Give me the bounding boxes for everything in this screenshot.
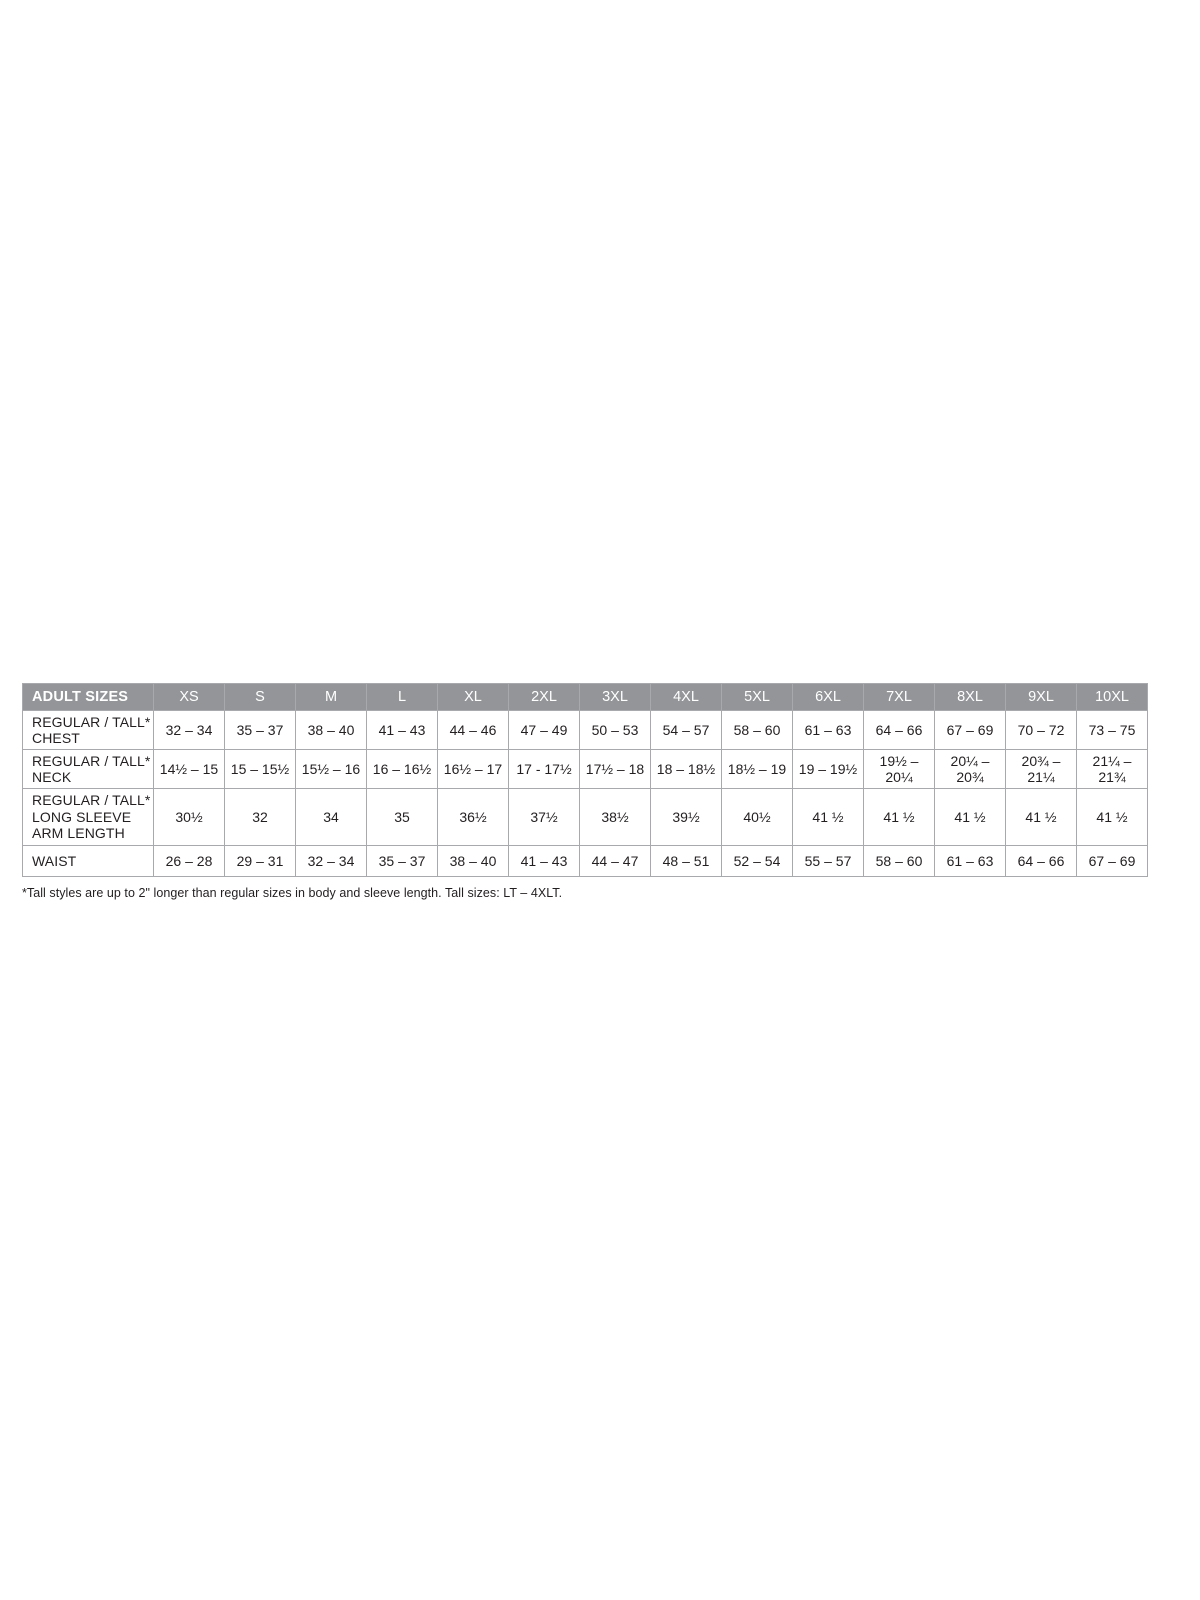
table-row bbox=[23, 711, 1148, 750]
cell-chest-5xl: 58 – 60 bbox=[722, 711, 793, 750]
column-header-xs: XS bbox=[154, 684, 225, 711]
cell-sleeve-xs: 30½ bbox=[154, 789, 225, 846]
column-header-6xl: 6XL bbox=[793, 684, 864, 711]
cell-chest-6xl: 61 – 63 bbox=[793, 711, 864, 750]
cell-sleeve-2xl: 37½ bbox=[509, 789, 580, 846]
column-header-xl: XL bbox=[438, 684, 509, 711]
column-header-5xl: 5XL bbox=[722, 684, 793, 711]
cell-waist-xs: 26 – 28 bbox=[154, 846, 225, 877]
column-header-3xl: 3XL bbox=[580, 684, 651, 711]
cell-waist-xl: 38 – 40 bbox=[438, 846, 509, 877]
row-label-chest bbox=[23, 711, 154, 750]
column-header-10xl: 10XL bbox=[1077, 684, 1148, 711]
cell-sleeve-3xl: 38½ bbox=[580, 789, 651, 846]
footnote: *Tall styles are up to 2" longer than regular sizes in body and sleeve length. Tall sizes: LT – 4XLT. bbox=[22, 886, 563, 900]
row-label-line: NECK bbox=[32, 769, 72, 785]
table-row bbox=[23, 789, 1148, 846]
row-label-line: ARM LENGTH bbox=[32, 825, 125, 842]
cell-waist-7xl: 58 – 60 bbox=[864, 846, 935, 877]
cell-neck-4xl: 18 – 18½ bbox=[651, 750, 722, 789]
column-header-9xl: 9XL bbox=[1006, 684, 1077, 711]
cell-neck-l: 16 – 16½ bbox=[367, 750, 438, 789]
cell-waist-6xl: 55 – 57 bbox=[793, 846, 864, 877]
row-label-line: REGULAR / TALL* bbox=[32, 752, 151, 769]
cell-chest-8xl: 67 – 69 bbox=[935, 711, 1006, 750]
column-header-2xl: 2XL bbox=[509, 684, 580, 711]
cell-chest-10xl: 73 – 75 bbox=[1077, 711, 1148, 750]
size-chart-container bbox=[22, 683, 1148, 900]
table-title: ADULT SIZES bbox=[23, 684, 154, 711]
cell-chest-4xl: 54 – 57 bbox=[651, 711, 722, 750]
cell-waist-m: 32 – 34 bbox=[296, 846, 367, 877]
cell-neck-m: 15½ – 16 bbox=[296, 750, 367, 789]
row-label-line: REGULAR / TALL* bbox=[32, 713, 151, 730]
cell-chest-2xl: 47 – 49 bbox=[509, 711, 580, 750]
cell-waist-8xl: 61 – 63 bbox=[935, 846, 1006, 877]
cell-waist-4xl: 48 – 51 bbox=[651, 846, 722, 877]
cell-chest-7xl: 64 – 66 bbox=[864, 711, 935, 750]
table-header bbox=[23, 684, 1148, 711]
row-label-line: CHEST bbox=[32, 730, 80, 746]
cell-neck-s: 15 – 15½ bbox=[225, 750, 296, 789]
cell-sleeve-m: 34 bbox=[296, 789, 367, 846]
row-label-long-sleeve-arm-length bbox=[23, 789, 154, 846]
cell-waist-s: 29 – 31 bbox=[225, 846, 296, 877]
table-row bbox=[23, 750, 1148, 789]
cell-chest-xl: 44 – 46 bbox=[438, 711, 509, 750]
row-label-line: LONG SLEEVE bbox=[32, 808, 132, 825]
cell-waist-l: 35 – 37 bbox=[367, 846, 438, 877]
cell-waist-2xl: 41 – 43 bbox=[509, 846, 580, 877]
cell-waist-5xl: 52 – 54 bbox=[722, 846, 793, 877]
header-row bbox=[23, 684, 1148, 711]
cell-chest-m: 38 – 40 bbox=[296, 711, 367, 750]
cell-sleeve-l: 35 bbox=[367, 789, 438, 846]
table-body bbox=[23, 711, 1148, 877]
row-label-neck bbox=[23, 750, 154, 789]
cell-sleeve-10xl: 41 ½ bbox=[1077, 789, 1148, 846]
cell-neck-2xl: 17 - 17½ bbox=[509, 750, 580, 789]
cell-neck-6xl: 19 – 19½ bbox=[793, 750, 864, 789]
cell-chest-9xl: 70 – 72 bbox=[1006, 711, 1077, 750]
cell-sleeve-7xl: 41 ½ bbox=[864, 789, 935, 846]
column-header-l: L bbox=[367, 684, 438, 711]
cell-neck-5xl: 18½ – 19 bbox=[722, 750, 793, 789]
cell-sleeve-9xl: 41 ½ bbox=[1006, 789, 1077, 846]
cell-neck-7xl: 19½ – 20¼ bbox=[864, 750, 935, 789]
column-header-8xl: 8XL bbox=[935, 684, 1006, 711]
cell-sleeve-s: 32 bbox=[225, 789, 296, 846]
cell-neck-10xl: 21¼ – 21¾ bbox=[1077, 750, 1148, 789]
row-label-line: REGULAR / TALL* bbox=[32, 792, 151, 809]
cell-neck-xl: 16½ – 17 bbox=[438, 750, 509, 789]
adult-sizes-table bbox=[22, 683, 1148, 877]
row-label-line: WAIST bbox=[32, 852, 77, 869]
cell-waist-3xl: 44 – 47 bbox=[580, 846, 651, 877]
column-header-m: M bbox=[296, 684, 367, 711]
cell-neck-xs: 14½ – 15 bbox=[154, 750, 225, 789]
cell-sleeve-8xl: 41 ½ bbox=[935, 789, 1006, 846]
cell-neck-8xl: 20¼ – 20¾ bbox=[935, 750, 1006, 789]
cell-chest-l: 41 – 43 bbox=[367, 711, 438, 750]
cell-waist-10xl: 67 – 69 bbox=[1077, 846, 1148, 877]
cell-neck-3xl: 17½ – 18 bbox=[580, 750, 651, 789]
cell-sleeve-6xl: 41 ½ bbox=[793, 789, 864, 846]
cell-chest-s: 35 – 37 bbox=[225, 711, 296, 750]
cell-sleeve-4xl: 39½ bbox=[651, 789, 722, 846]
table-row bbox=[23, 846, 1148, 877]
cell-chest-3xl: 50 – 53 bbox=[580, 711, 651, 750]
cell-sleeve-xl: 36½ bbox=[438, 789, 509, 846]
column-header-s: S bbox=[225, 684, 296, 711]
column-header-7xl: 7XL bbox=[864, 684, 935, 711]
cell-chest-xs: 32 – 34 bbox=[154, 711, 225, 750]
cell-waist-9xl: 64 – 66 bbox=[1006, 846, 1077, 877]
cell-neck-9xl: 20¾ – 21¼ bbox=[1006, 750, 1077, 789]
row-label-waist bbox=[23, 846, 154, 877]
cell-sleeve-5xl: 40½ bbox=[722, 789, 793, 846]
column-header-4xl: 4XL bbox=[651, 684, 722, 711]
